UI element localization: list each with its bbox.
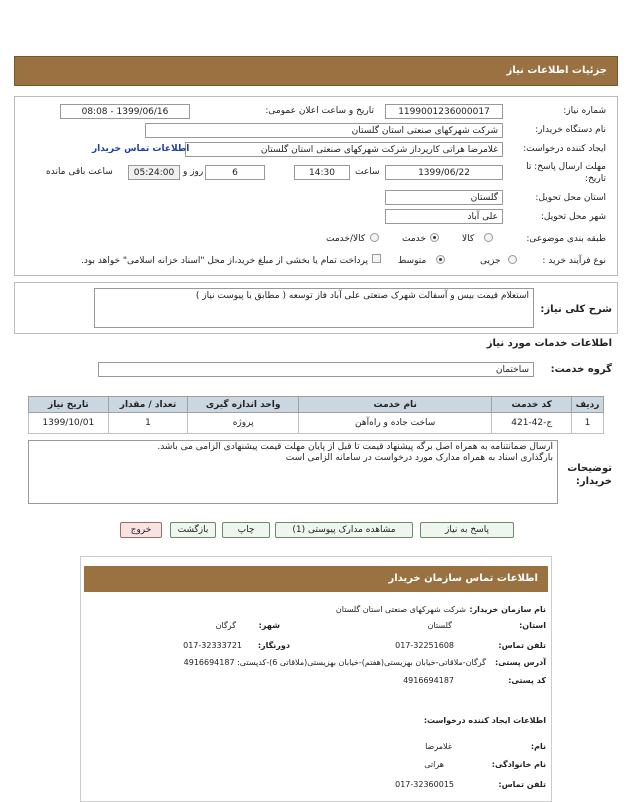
reply-button[interactable]: پاسخ به نیاز [420,522,514,538]
col-unit: واحد اندازه گیری [188,397,299,413]
category-service-radio[interactable] [430,233,439,242]
contact-phone-value: 017-32251608 [395,641,454,650]
services-section-title: اطلاعات خدمات مورد نیاز [486,338,612,349]
service-group-field: ساختمان [98,362,534,377]
city-field: علی آباد [385,209,503,224]
cell-name: ساخت جاده و راه‌آهن [298,413,491,434]
contact-card [80,556,552,802]
service-group-label: گروه خدمت: [550,364,612,375]
days-label: روز و [183,167,204,177]
contact-fax-label: دورنگار: [257,641,290,650]
exit-button[interactable]: خروج [120,522,162,538]
process-medium-label: متوسط [398,256,427,266]
summary-text: استعلام قیمت بیس و آسفالت شهرک صنعتی علی آباد فاز توسعه ( مطابق با پیوست نیاز ) [94,288,534,328]
contact-fax-value: 017-32333721 [183,641,242,650]
header-bar [14,56,618,86]
col-date: تاریخ نیاز [29,397,109,413]
cell-qty: 1 [108,413,188,434]
remaining-time-label: ساعت باقی مانده [46,167,113,177]
services-table [28,396,604,434]
contact-province-value: گلستان [427,621,452,630]
need-number-label: شماره نیاز: [563,106,606,116]
page-title: جزئیات اطلاعات نیاز [506,65,607,76]
category-label: طبقه بندی موضوعی: [526,234,606,244]
requester-label: ایجاد کننده درخواست: [523,144,606,154]
process-minor-radio[interactable] [508,255,517,264]
buyer-notes-field [28,440,558,504]
contact-address-value: گرگان-ملاقاتی-خیابان بهزیستی(هفتم)-خیابان بهزیستی(ملاقاتی 6)-کدپستی: 4916694187 [183,658,486,667]
buyer-org-field: شرکت شهرکهای صنعتی استان گلستان [145,123,503,138]
contact-address-label: آدرس پستی: [495,658,546,667]
creator-first-name-value: غلامرضا [425,742,452,751]
deadline-date-field: 1399/06/22 [385,165,503,180]
contact-card-title: اطلاعات تماس سازمان خریدار [84,566,548,592]
buyer-notes-line1: ارسال ضمانتنامه به همراه اصل برگه پیشنهاد قیمت تا قبل از پایان مهلت قیمت پیشنهادی الزامی می باشد. [157,442,553,452]
deadline-time-label: ساعت [355,167,380,177]
contact-city-label: شهر: [258,621,280,630]
table-row [29,413,604,434]
org-name-label: نام سازمان خریدار: [469,605,546,614]
category-goods-service-radio[interactable] [370,233,379,242]
contact-postal-label: کد پستی: [508,676,546,685]
contact-postal-value: 4916694187 [403,676,454,685]
buyer-org-label: نام دستگاه خریدار: [535,125,606,135]
creator-first-name-label: نام: [530,742,546,751]
requester-field: غلامرضا هراتی کارپرداز شرکت شهرکهای صنعتی استان گلستان [185,142,503,157]
creator-section-title: اطلاعات ایجاد کننده درخواست: [423,716,546,725]
col-row: ردیف [572,397,604,413]
category-goods-label: کالا [462,234,475,244]
deadline-label: مهلت ارسال پاسخ: تا تاریخ: [526,162,606,184]
buyer-notes-label: توضیحات خریدار: [567,463,612,487]
summary-label: شرح کلی نیاز: [540,304,612,315]
buyer-contact-link[interactable]: اطلاعات تماس خریدار [92,144,190,154]
process-label: نوع فرآیند خرید : [542,256,606,266]
province-field: گلستان [385,190,503,205]
contact-province-label: استان: [519,621,546,630]
announce-date-label: تاریخ و ساعت اعلان عمومی: [265,106,374,116]
city-label: شهر محل تحویل: [540,212,606,222]
contact-city-value: گرگان [215,621,236,630]
attachments-button[interactable]: مشاهده مدارک پیوستی (1) [275,522,413,538]
print-button[interactable]: چاپ [222,522,270,538]
category-service-label: خدمت [402,234,426,244]
col-code: کد خدمت [492,397,572,413]
process-medium-radio[interactable] [436,255,445,264]
creator-last-name-label: نام خانوادگی: [491,760,546,769]
need-number-field: 1199001236000017 [385,104,503,119]
deadline-time-field: 14:30 [294,165,350,180]
cell-row: 1 [572,413,604,434]
province-label: استان محل تحویل: [535,193,606,203]
org-name-value: شرکت شهرکهای صنعتی استان گلستان [335,605,466,614]
payment-note: پرداخت تمام یا بخشی از مبلغ خرید،از محل "اسناد خزانه اسلامی" خواهد بود. [80,256,368,266]
remaining-time-field: 05:24:00 [128,165,180,180]
buyer-notes-line2: بارگذاری اسناد به همراه مدارک مورد درخواست در سامانه الزامی است [285,453,553,463]
process-minor-label: جزیی [480,256,501,266]
cell-date: 1399/10/01 [29,413,109,434]
announce-date-field: 1399/06/16 - 08:08 [60,104,190,119]
cell-code: ج-42-421 [492,413,572,434]
col-qty: تعداد / مقدار [108,397,188,413]
cell-unit: پروژه [188,413,299,434]
days-field: 6 [205,165,265,180]
creator-phone-value: 017-32360015 [395,780,454,789]
category-goods-radio[interactable] [484,233,493,242]
creator-phone-label: تلفن تماس: [498,780,546,789]
back-button[interactable]: بازگشت [170,522,216,538]
creator-last-name-value: هراتی [424,760,444,769]
treasury-checkbox[interactable] [372,254,381,263]
col-name: نام خدمت [298,397,491,413]
category-goods-service-label: کالا/خدمت [326,234,366,244]
contact-phone-label: تلفن تماس: [498,641,546,650]
